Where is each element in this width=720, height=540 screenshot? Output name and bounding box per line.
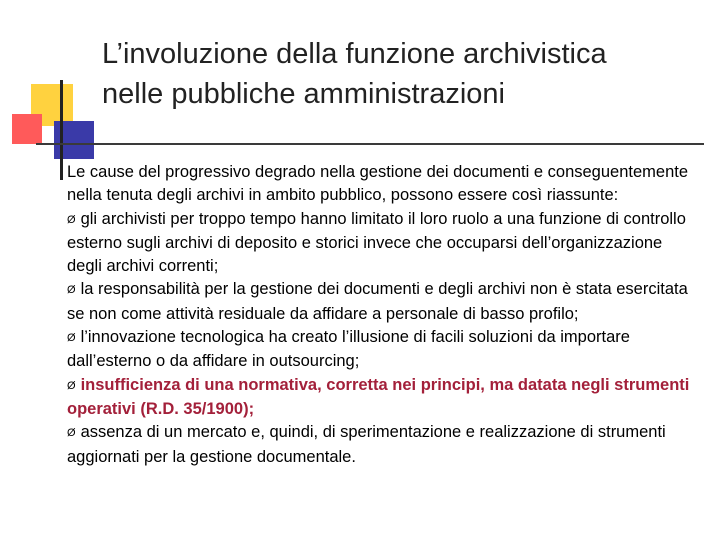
bullet-text: l’innovazione tecnologica ha creato l’illusione di facili soluzioni da importare dall’esterno o da affidare in outsourcing;	[67, 328, 630, 371]
decor-red-square	[12, 114, 42, 144]
bullet-text: la responsabilità per la gestione dei documenti e degli archivi non è stata esercitata se non come attività residuale da affidare a personale di basso profilo;	[67, 280, 688, 323]
bullet-item-1	[67, 208, 697, 279]
arrow-bullet-icon: Ø	[67, 427, 76, 440]
bullet-item-3	[67, 326, 697, 374]
title-divider	[36, 143, 704, 145]
slide-body	[67, 161, 697, 469]
bullet-item-5	[67, 421, 697, 469]
slide-title-line-2: nelle pubbliche amministrazioni	[102, 78, 505, 110]
arrow-bullet-icon: Ø	[67, 379, 76, 392]
arrow-bullet-icon: Ø	[67, 213, 76, 226]
bullet-text: gli archivisti per troppo tempo hanno limitato il loro ruolo a una funzione di controllo esterno sugli archivi di deposito e storici invece che occuparsi dell’organizzazione degli archivi correnti;	[67, 209, 686, 276]
slide-title-line-1: L’involuzione della funzione archivistica	[102, 38, 607, 70]
bullet-item-4	[67, 374, 697, 422]
bullet-text: assenza di un mercato e, quindi, di sperimentazione e realizzazione di strumenti aggiornati per la gestione documentale.	[67, 423, 666, 466]
bullet-text-highlighted: insufficienza di una normativa, corretta nei principi, ma datata negli strumenti operativi (R.D. 35/1900);	[67, 375, 690, 418]
slide-title	[102, 34, 702, 114]
bullet-item-2	[67, 278, 697, 326]
intro-paragraph: Le cause del progressivo degrado nella gestione dei documenti e conseguentemente nella tenuta degli archivi in ambito pubblico, possono essere così riassunte:	[67, 163, 689, 205]
arrow-bullet-icon: Ø	[67, 332, 76, 345]
decor-vertical-line	[60, 80, 63, 180]
arrow-bullet-icon: Ø	[67, 284, 76, 297]
